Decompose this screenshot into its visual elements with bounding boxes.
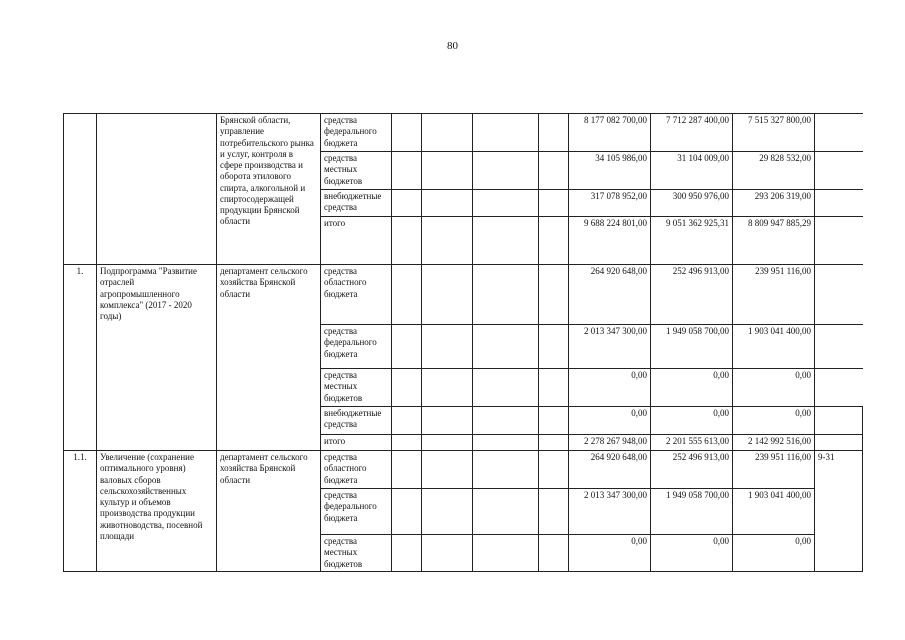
value-2018: 264 920 648,00 xyxy=(569,265,651,325)
value-2019: 0,00 xyxy=(651,535,733,572)
value-2020: 1 903 041 400,00 xyxy=(733,489,815,535)
source-cell: средства областного бюджета xyxy=(321,451,392,489)
value-2020: 7 515 327 800,00 xyxy=(733,114,815,152)
budget-table xyxy=(63,113,863,572)
value-2018: 8 177 082 700,00 xyxy=(569,114,651,152)
value-2018: 0,00 xyxy=(569,407,651,435)
value-2019: 0,00 xyxy=(651,407,733,435)
table-row xyxy=(64,451,863,489)
name-cell xyxy=(97,114,217,265)
value-2019: 0,00 xyxy=(651,369,733,407)
value-2018: 2 278 267 948,00 xyxy=(569,435,651,451)
value-2020: 293 206 319,00 xyxy=(733,190,815,217)
source-cell: средства местных бюджетов xyxy=(321,535,392,572)
value-2018: 2 013 347 300,00 xyxy=(569,489,651,535)
indicators-cell: 9-31 xyxy=(815,451,863,572)
value-2020: 2 142 992 516,00 xyxy=(733,435,815,451)
value-2018: 0,00 xyxy=(569,369,651,407)
name-cell: Подпрограмма "Развитие отраслей агропромышленного комплекса" (2017 - 2020 годы) xyxy=(97,265,217,451)
source-cell: средства федерального бюджета xyxy=(321,489,392,535)
executor-cell: департамент сельского хозяйства Брянской области xyxy=(217,451,321,572)
value-2020: 239 951 116,00 xyxy=(733,265,815,325)
source-cell: средства федерального бюджета xyxy=(321,114,392,152)
value-2018: 34 105 986,00 xyxy=(569,152,651,190)
value-2018: 0,00 xyxy=(569,535,651,572)
value-2019: 2 201 555 613,00 xyxy=(651,435,733,451)
value-2019: 9 051 362 925,31 xyxy=(651,217,733,265)
value-2018: 264 920 648,00 xyxy=(569,451,651,489)
source-cell: итого xyxy=(321,217,392,265)
name-cell: Увеличение (сохранение оптимального уровня) валовых сборов сельскохозяйственных культур и объемов производства продукции животноводства, посевной площади xyxy=(97,451,217,572)
value-2018: 9 688 224 801,00 xyxy=(569,217,651,265)
table-row xyxy=(64,114,863,152)
num-cell: 1. xyxy=(64,265,97,451)
source-cell: средства областного бюджета xyxy=(321,265,392,325)
value-2020: 0,00 xyxy=(733,407,815,435)
value-2019: 1 949 058 700,00 xyxy=(651,325,733,369)
value-2020: 0,00 xyxy=(733,535,815,572)
value-2019: 7 712 287 400,00 xyxy=(651,114,733,152)
executor-cell: Брянской области, управление потребительского рынка и услуг, контроля в сфере производства и оборота этилового спирта, алкогольной и спиртосодержащей продукции Брянской области xyxy=(217,114,321,265)
value-2019: 31 104 009,00 xyxy=(651,152,733,190)
value-2020: 8 809 947 885,29 xyxy=(733,217,815,265)
source-cell: средства федерального бюджета xyxy=(321,325,392,369)
value-2020: 29 828 532,00 xyxy=(733,152,815,190)
num-cell xyxy=(64,114,97,265)
value-2019: 252 496 913,00 xyxy=(651,451,733,489)
value-2020: 239 951 116,00 xyxy=(733,451,815,489)
value-2020: 1 903 041 400,00 xyxy=(733,325,815,369)
source-cell: внебюджетные средства xyxy=(321,407,392,435)
value-2018: 2 013 347 300,00 xyxy=(569,325,651,369)
table-row xyxy=(64,265,863,325)
value-2019: 300 950 976,00 xyxy=(651,190,733,217)
source-cell: средства местных бюджетов xyxy=(321,152,392,190)
page-number: 80 xyxy=(447,40,458,52)
value-2019: 252 496 913,00 xyxy=(651,265,733,325)
source-cell: внебюджетные средства xyxy=(321,190,392,217)
num-cell: 1.1. xyxy=(64,451,97,572)
executor-cell: департамент сельского хозяйства Брянской области xyxy=(217,265,321,451)
source-cell: средства местных бюджетов xyxy=(321,369,392,407)
value-2018: 317 078 952,00 xyxy=(569,190,651,217)
value-2019: 1 949 058 700,00 xyxy=(651,489,733,535)
source-cell: итого xyxy=(321,435,392,451)
value-2020: 0,00 xyxy=(733,369,815,407)
